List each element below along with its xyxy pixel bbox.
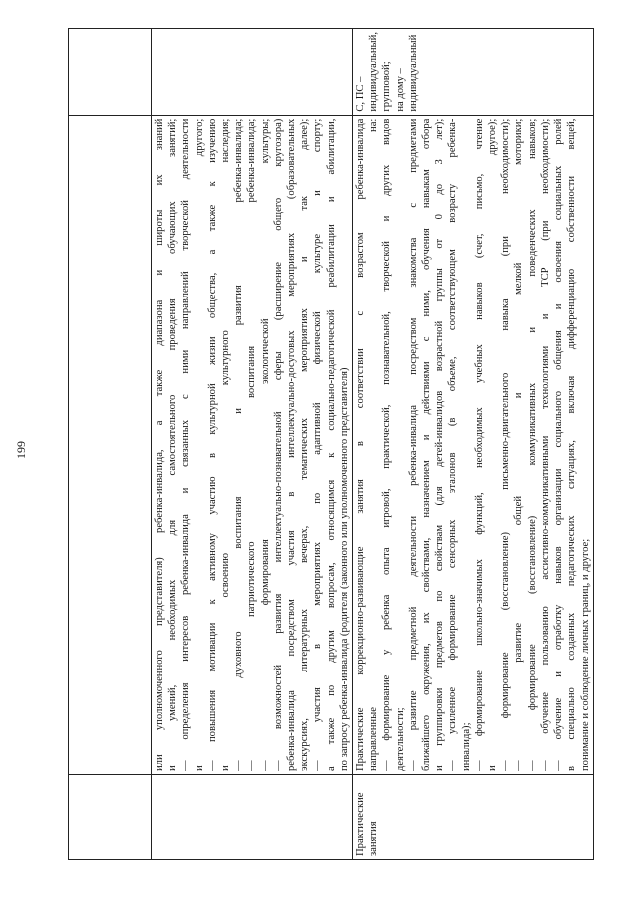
content-line: Практические коррекционно-развивающие занятия в соответствии с возрастом ребенка-инвалида [355,118,367,771]
content-line: и группировки предметов по свойствам (для детей-инвалидов возрастной группы от 0 до 3 лет); [434,118,446,771]
content-line: — формирование у ребенка опыта игровой, практической, познавательной, творческой и других видов [381,118,393,771]
content-line: — обучение пользованию ассистивно-коммуникативными технологиями и ТСР (при необходимости); [539,118,551,771]
content-line: по запросу ребенка-инвалида (родителя (законного или уполномоченного представителя) [338,367,350,771]
content-line: — обучение и отработку навыков организации социального общения и освоения социальных ролей [553,118,565,771]
form-line: на дому – [394,68,406,112]
content-line: и другого; [193,118,205,771]
content-line: или уполномоченного представителя) ребенка-инвалида, а также диапазона и широты их знаний [154,118,165,771]
service-content-cell [353,115,594,774]
content-line: — формирование (восстановление) письменно-двигательного навыка (при необходимости); [500,118,512,771]
service-type-cell [353,775,594,860]
service-form-cell [353,29,594,116]
table-row [353,29,594,860]
content-line: и умений, необходимых для самостоятельного проведения обучающих занятий; [167,118,179,771]
content-line: понимание и соблюдение личных границ, и другое; [579,538,591,771]
content-line: направленные на: [368,118,380,771]
service-content-cell [69,115,152,774]
content-line: — развитие предметной деятельности ребенка-инвалида посредством знакомства с предметами [407,118,419,771]
content-line: — формирование (восстановление) коммуникативных и поведенческих навыков; [526,118,538,771]
form-line: С, ПС – [355,76,367,112]
content-line: — возможностей развития интеллектуально-познавательной сферы (расширение общего кругозора) [272,118,284,771]
service-type-text: Практические занятия [355,792,380,856]
content-line: — повышения мотивации к активному участию в культурной жизни общества, а также к изучению [206,118,218,771]
form-line: индивидуальный [407,34,419,112]
service-form-cell [152,29,353,116]
content-line: ближайшего окружения, их свойствами, назначением и действиями с ними, обучения навыкам отбора [421,118,433,771]
content-line: — формирования экологической культуры; [259,118,271,771]
content-line: — определения интересов ребенка-инвалида и связанных с ними направлений творческой деятельности [180,118,192,771]
table-body [69,29,594,860]
content-line: и освоению культурного наследия; [220,118,232,771]
content-line: и другое); [487,118,499,771]
content-line: деятельности; [394,707,406,771]
content-line: — формирование школьно-значимых функций, необходимых учебных навыков (счет, письмо, чтение [473,118,485,771]
content-line: в специально созданных педагогических ситуациях, включая дифференциацию собственности вещей, [566,118,578,771]
form-line: индивидуальный, [368,32,380,112]
content-line: — участия в мероприятиях по адаптивной физической культуре и спорту; [312,118,324,771]
service-type-cell [69,775,152,860]
content-line: ребенка-инвалида посредством участия в интеллектуально-досуговых мероприятиях (образовательных [286,118,298,771]
service-content-cell [152,115,353,774]
content-line: — усиленное формирование сенсорных эталонов (в объеме, соответствующем возрасту ребенка- [447,118,459,771]
content-line: а также по другим вопросам, относящимся к социально-педагогической реабилитации и абилитации, [325,118,337,771]
page-number: 199 [14,441,28,459]
form-line: групповой; [381,61,393,112]
service-type-cell [152,775,353,860]
service-form-cell [69,29,152,116]
content-line: — развитие общей и мелкой моторики; [513,118,525,771]
table-row [152,29,353,860]
table-row [69,29,152,860]
content-line: — духовного воспитания и развития ребенка-инвалида; [233,118,245,771]
content-line: инвалида); [460,722,472,771]
content-line: — патриотического воспитания ребенка-инвалида; [246,118,258,771]
content-line: экскурсиях, литературных вечерах, тематических мероприятиях и так далее); [299,118,311,771]
services-table [68,28,594,860]
